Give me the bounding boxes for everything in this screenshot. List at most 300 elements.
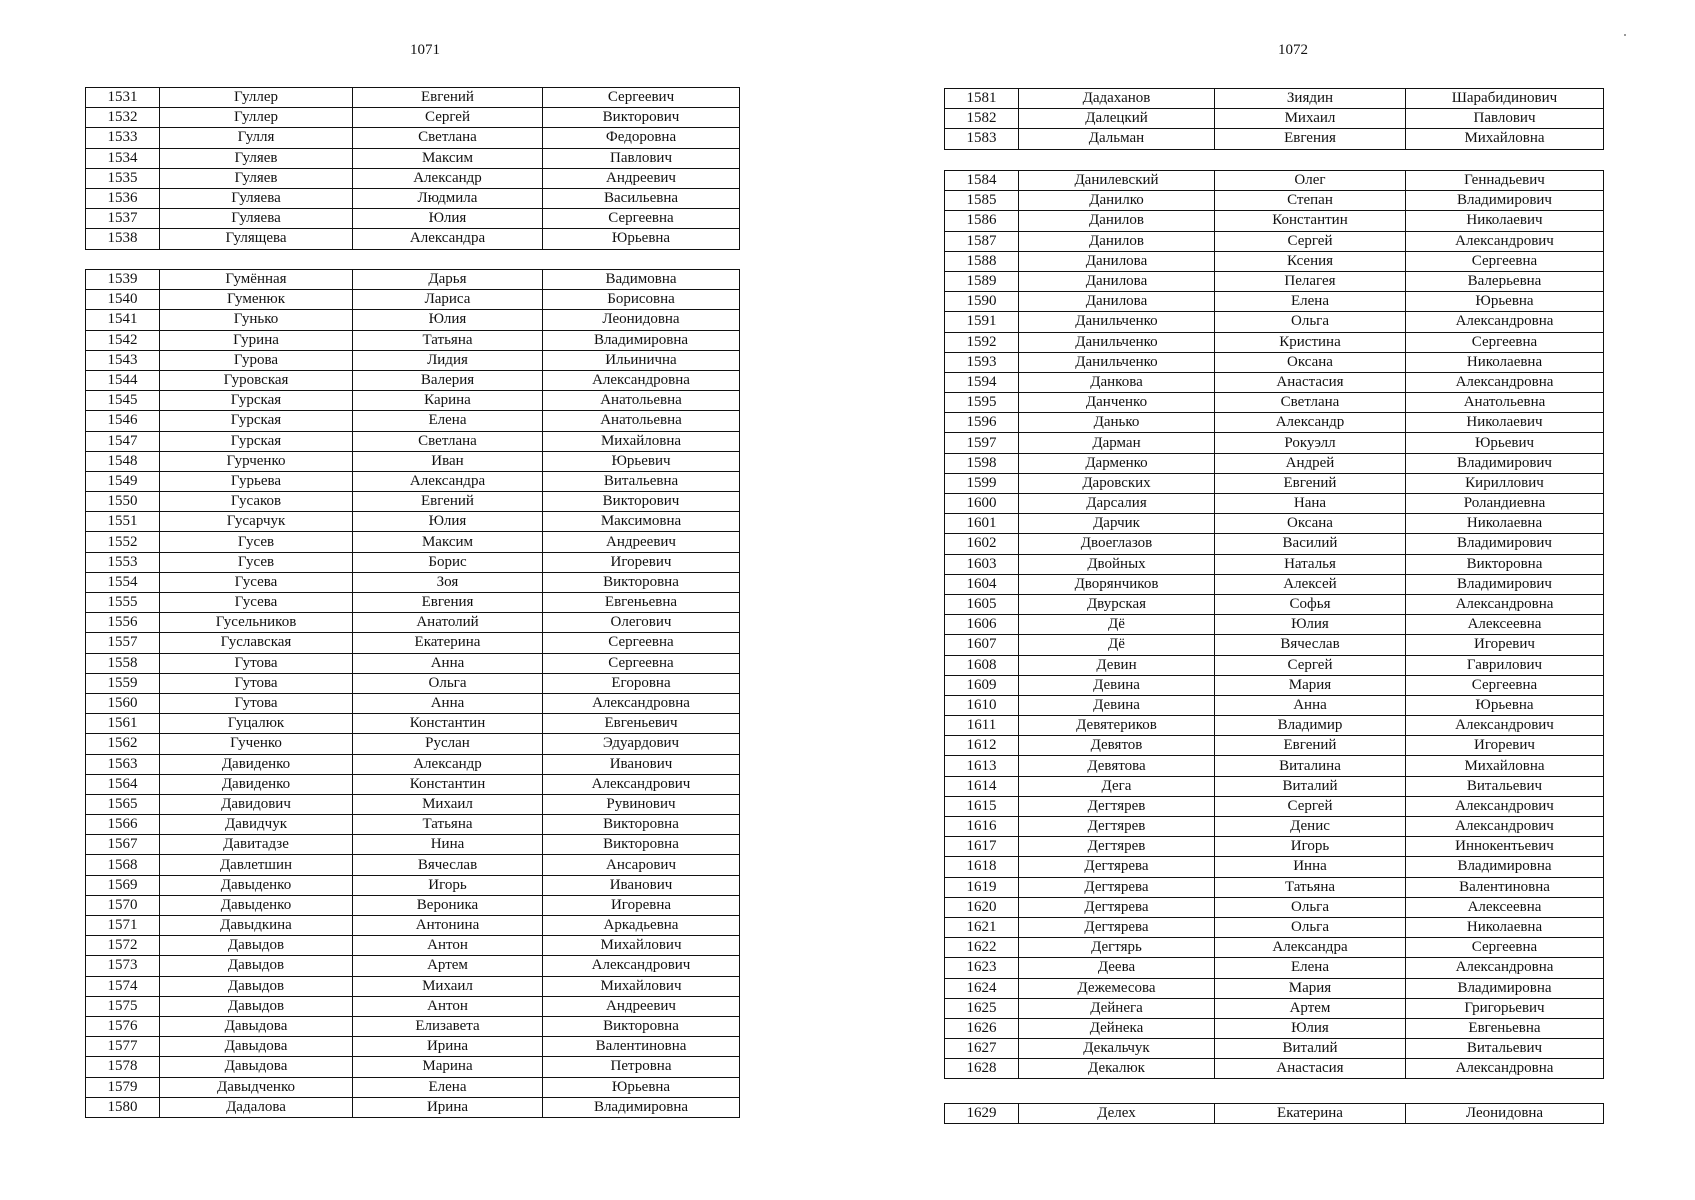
surname-cell: Дадалова <box>160 1097 353 1117</box>
surname-cell: Деева <box>1019 958 1215 978</box>
surname-cell: Данильченко <box>1019 332 1215 352</box>
first-name-cell: Руслан <box>353 734 543 754</box>
patronymic-cell: Аркадьевна <box>543 916 740 936</box>
entry-number-cell: 1556 <box>86 613 160 633</box>
patronymic-cell: Леонидовна <box>543 310 740 330</box>
patronymic-cell: Сергеевна <box>1406 332 1604 352</box>
surname-cell: Дарчик <box>1019 514 1215 534</box>
first-name-cell: Анна <box>353 653 543 673</box>
patronymic-cell: Сергеевна <box>543 653 740 673</box>
entry-number-cell: 1539 <box>86 270 160 290</box>
table-row <box>86 451 740 471</box>
entry-number-cell: 1548 <box>86 451 160 471</box>
table-row <box>945 514 1604 534</box>
entry-number-cell: 1569 <box>86 875 160 895</box>
surname-cell: Дё <box>1019 615 1215 635</box>
table-row <box>86 754 740 774</box>
surname-cell: Гуляева <box>160 209 353 229</box>
entry-number-cell: 1572 <box>86 936 160 956</box>
patronymic-cell: Григорьевич <box>1406 998 1604 1018</box>
entry-number-cell: 1606 <box>945 615 1019 635</box>
surname-cell: Гусева <box>160 593 353 613</box>
entry-number-cell: 1577 <box>86 1037 160 1057</box>
first-name-cell: Антонина <box>353 916 543 936</box>
table-row <box>945 615 1604 635</box>
first-name-cell: Юлия <box>1215 1018 1406 1038</box>
table-row <box>86 653 740 673</box>
surname-cell: Гуляев <box>160 148 353 168</box>
first-name-cell: Александр <box>353 754 543 774</box>
entry-number-cell: 1604 <box>945 574 1019 594</box>
entry-number-cell: 1551 <box>86 512 160 532</box>
table-row <box>86 148 740 168</box>
table-row <box>86 350 740 370</box>
table-row <box>86 572 740 592</box>
patronymic-cell: Игоревич <box>1406 736 1604 756</box>
patronymic-cell: Борисовна <box>543 290 740 310</box>
patronymic-cell: Сергеевна <box>543 633 740 653</box>
table-row <box>945 635 1604 655</box>
entry-number-cell: 1559 <box>86 673 160 693</box>
patronymic-cell: Александрович <box>1406 796 1604 816</box>
first-name-cell: Виталий <box>1215 776 1406 796</box>
surname-cell: Давыдкина <box>160 916 353 936</box>
entry-number-cell: 1619 <box>945 877 1019 897</box>
table-row <box>945 292 1604 312</box>
table-row <box>945 756 1604 776</box>
patronymic-cell: Михайлович <box>543 936 740 956</box>
first-name-cell: Зоя <box>353 572 543 592</box>
patronymic-cell: Сергеевна <box>543 209 740 229</box>
entry-number-cell: 1625 <box>945 998 1019 1018</box>
first-name-cell: Кристина <box>1215 332 1406 352</box>
table-row <box>86 835 740 855</box>
patronymic-cell: Роландиевна <box>1406 494 1604 514</box>
entry-number-cell: 1540 <box>86 290 160 310</box>
first-name-cell: Оксана <box>1215 352 1406 372</box>
table-row <box>945 796 1604 816</box>
patronymic-cell: Васильевна <box>543 188 740 208</box>
first-name-cell: Максим <box>353 532 543 552</box>
surname-cell: Давыдова <box>160 1037 353 1057</box>
first-name-cell: Татьяна <box>1215 877 1406 897</box>
patronymic-cell: Евгеньевна <box>1406 1018 1604 1038</box>
table-row <box>945 857 1604 877</box>
entry-number-cell: 1629 <box>945 1104 1019 1124</box>
entry-number-cell: 1617 <box>945 837 1019 857</box>
table-row <box>945 998 1604 1018</box>
entry-number-cell: 1612 <box>945 736 1019 756</box>
patronymic-cell: Иванович <box>543 875 740 895</box>
surname-cell: Гуллер <box>160 108 353 128</box>
patronymic-cell: Викторовна <box>1406 554 1604 574</box>
patronymic-cell: Владимирович <box>1406 574 1604 594</box>
surname-cell: Далецкий <box>1019 109 1215 129</box>
first-name-cell: Юлия <box>353 209 543 229</box>
table-row <box>86 552 740 572</box>
table-row <box>86 229 740 249</box>
patronymic-cell: Михайловна <box>1406 129 1604 149</box>
entry-number-cell: 1558 <box>86 653 160 673</box>
surname-cell: Дегтярева <box>1019 857 1215 877</box>
first-name-cell: Ольга <box>1215 897 1406 917</box>
patronymic-cell: Александровна <box>1406 312 1604 332</box>
surname-cell: Гурская <box>160 391 353 411</box>
patronymic-cell: Михайловна <box>543 431 740 451</box>
entry-number-cell: 1609 <box>945 675 1019 695</box>
surname-cell: Гуляев <box>160 168 353 188</box>
table-row <box>945 109 1604 129</box>
entry-number-cell: 1588 <box>945 251 1019 271</box>
first-name-cell: Ольга <box>353 673 543 693</box>
entry-number-cell: 1547 <box>86 431 160 451</box>
patronymic-cell: Александрович <box>543 956 740 976</box>
entry-number-cell: 1538 <box>86 229 160 249</box>
table-row <box>945 776 1604 796</box>
surname-cell: Гуллер <box>160 88 353 108</box>
surname-cell: Девятериков <box>1019 716 1215 736</box>
surname-cell: Девятов <box>1019 736 1215 756</box>
table-row <box>86 855 740 875</box>
table-row <box>945 191 1604 211</box>
table-row <box>86 613 740 633</box>
surname-cell: Дарсалия <box>1019 494 1215 514</box>
entry-number-cell: 1533 <box>86 128 160 148</box>
surname-cell: Гусарчук <box>160 512 353 532</box>
table-row <box>86 734 740 754</box>
entry-number-cell: 1618 <box>945 857 1019 877</box>
entry-number-cell: 1591 <box>945 312 1019 332</box>
surname-cell: Давиденко <box>160 754 353 774</box>
table-row <box>945 877 1604 897</box>
first-name-cell: Екатерина <box>353 633 543 653</box>
surname-cell: Гусаков <box>160 492 353 512</box>
first-name-cell: Константин <box>353 774 543 794</box>
table-row <box>945 433 1604 453</box>
first-name-cell: Светлана <box>353 431 543 451</box>
first-name-cell: Елена <box>1215 292 1406 312</box>
table-row <box>86 693 740 713</box>
patronymic-cell: Юрьевич <box>1406 433 1604 453</box>
table-row <box>86 108 740 128</box>
name-table <box>944 1103 1604 1124</box>
entry-number-cell: 1552 <box>86 532 160 552</box>
table-row <box>945 211 1604 231</box>
first-name-cell: Ксения <box>1215 251 1406 271</box>
entry-number-cell: 1603 <box>945 554 1019 574</box>
first-name-cell: Вячеслав <box>1215 635 1406 655</box>
surname-cell: Гуцалюк <box>160 714 353 734</box>
entry-number-cell: 1581 <box>945 89 1019 109</box>
first-name-cell: Михаил <box>353 976 543 996</box>
first-name-cell: Анастасия <box>1215 1059 1406 1079</box>
entry-number-cell: 1534 <box>86 148 160 168</box>
entry-number-cell: 1546 <box>86 411 160 431</box>
surname-cell: Давыдов <box>160 976 353 996</box>
table-row <box>945 938 1604 958</box>
patronymic-cell: Викторович <box>543 492 740 512</box>
first-name-cell: Мария <box>1215 978 1406 998</box>
table-row <box>945 352 1604 372</box>
table-row <box>945 1059 1604 1079</box>
first-name-cell: Михаил <box>1215 109 1406 129</box>
first-name-cell: Игорь <box>353 875 543 895</box>
entry-number-cell: 1620 <box>945 897 1019 917</box>
table-row <box>945 1104 1604 1124</box>
patronymic-cell: Рувинович <box>543 794 740 814</box>
table-row <box>945 89 1604 109</box>
first-name-cell: Вячеслав <box>353 855 543 875</box>
patronymic-cell: Николаевич <box>1406 413 1604 433</box>
table-row <box>86 673 740 693</box>
name-table <box>944 88 1604 150</box>
entry-number-cell: 1589 <box>945 271 1019 291</box>
table-row <box>86 512 740 532</box>
first-name-cell: Артем <box>353 956 543 976</box>
surname-cell: Давитадзе <box>160 835 353 855</box>
entry-number-cell: 1532 <box>86 108 160 128</box>
table-row <box>86 1037 740 1057</box>
first-name-cell: Зиядин <box>1215 89 1406 109</box>
table-row <box>86 593 740 613</box>
entry-number-cell: 1535 <box>86 168 160 188</box>
first-name-cell: Мария <box>1215 675 1406 695</box>
patronymic-cell: Алексеевна <box>1406 615 1604 635</box>
entry-number-cell: 1590 <box>945 292 1019 312</box>
entry-number-cell: 1597 <box>945 433 1019 453</box>
patronymic-cell: Федоровна <box>543 128 740 148</box>
table-row <box>945 312 1604 332</box>
patronymic-cell: Юрьевна <box>543 1077 740 1097</box>
patronymic-cell: Евгеньевич <box>543 714 740 734</box>
entry-number-cell: 1560 <box>86 693 160 713</box>
first-name-cell: Карина <box>353 391 543 411</box>
page-number: 1071 <box>410 42 440 58</box>
table-row <box>86 270 740 290</box>
first-name-cell: Александра <box>353 229 543 249</box>
surname-cell: Данилко <box>1019 191 1215 211</box>
table-row <box>86 290 740 310</box>
patronymic-cell: Викторовна <box>543 835 740 855</box>
first-name-cell: Сергей <box>1215 655 1406 675</box>
entry-number-cell: 1571 <box>86 916 160 936</box>
patronymic-cell: Владимирович <box>1406 534 1604 554</box>
table-row <box>86 815 740 835</box>
first-name-cell: Ольга <box>1215 917 1406 937</box>
entry-number-cell: 1627 <box>945 1039 1019 1059</box>
name-table <box>85 269 740 1118</box>
entry-number-cell: 1563 <box>86 754 160 774</box>
first-name-cell: Светлана <box>1215 393 1406 413</box>
surname-cell: Гунько <box>160 310 353 330</box>
patronymic-cell: Александрович <box>543 774 740 794</box>
surname-cell: Давлетшин <box>160 855 353 875</box>
first-name-cell: Наталья <box>1215 554 1406 574</box>
table-row <box>86 330 740 350</box>
patronymic-cell: Леонидовна <box>1406 1104 1604 1124</box>
table-row <box>86 633 740 653</box>
entry-number-cell: 1613 <box>945 756 1019 776</box>
table-row <box>86 88 740 108</box>
table-row <box>945 393 1604 413</box>
first-name-cell: Евгения <box>1215 129 1406 149</box>
first-name-cell: Константин <box>1215 211 1406 231</box>
surname-cell: Давыдов <box>160 996 353 1016</box>
table-row <box>945 594 1604 614</box>
first-name-cell: Алексей <box>1215 574 1406 594</box>
patronymic-cell: Петровна <box>543 1057 740 1077</box>
surname-cell: Дё <box>1019 635 1215 655</box>
table-row <box>945 897 1604 917</box>
surname-cell: Дежемесова <box>1019 978 1215 998</box>
table-row <box>86 996 740 1016</box>
entry-number-cell: 1544 <box>86 370 160 390</box>
patronymic-cell: Николаевич <box>1406 211 1604 231</box>
first-name-cell: Ирина <box>353 1037 543 1057</box>
first-name-cell: Юлия <box>1215 615 1406 635</box>
patronymic-cell: Валентиновна <box>1406 877 1604 897</box>
surname-cell: Гученко <box>160 734 353 754</box>
table-row <box>86 471 740 491</box>
patronymic-cell: Шарабидинович <box>1406 89 1604 109</box>
first-name-cell: Виталина <box>1215 756 1406 776</box>
surname-cell: Дегтярев <box>1019 817 1215 837</box>
entry-number-cell: 1595 <box>945 393 1019 413</box>
table-row <box>945 958 1604 978</box>
patronymic-cell: Гаврилович <box>1406 655 1604 675</box>
first-name-cell: Максим <box>353 148 543 168</box>
surname-cell: Дарман <box>1019 433 1215 453</box>
entry-number-cell: 1553 <box>86 552 160 572</box>
surname-cell: Гуменюк <box>160 290 353 310</box>
surname-cell: Гурина <box>160 330 353 350</box>
patronymic-cell: Юрьевич <box>543 451 740 471</box>
patronymic-cell: Викторовна <box>543 1016 740 1036</box>
surname-cell: Давыдов <box>160 956 353 976</box>
table-row <box>945 554 1604 574</box>
surname-cell: Гусев <box>160 552 353 572</box>
surname-cell: Декалюк <box>1019 1059 1215 1079</box>
table-row <box>945 675 1604 695</box>
table-row <box>945 271 1604 291</box>
surname-cell: Двоеглазов <box>1019 534 1215 554</box>
patronymic-cell: Николаевна <box>1406 917 1604 937</box>
surname-cell: Давыденко <box>160 875 353 895</box>
first-name-cell: Степан <box>1215 191 1406 211</box>
table-row <box>86 936 740 956</box>
surname-cell: Данкова <box>1019 372 1215 392</box>
first-name-cell: Софья <box>1215 594 1406 614</box>
patronymic-cell: Витальевич <box>1406 1039 1604 1059</box>
table-row <box>86 1016 740 1036</box>
first-name-cell: Елизавета <box>353 1016 543 1036</box>
patronymic-cell: Владимировна <box>543 1097 740 1117</box>
table-row <box>86 875 740 895</box>
first-name-cell: Инна <box>1215 857 1406 877</box>
patronymic-cell: Александровна <box>1406 594 1604 614</box>
first-name-cell: Евгений <box>1215 736 1406 756</box>
entry-number-cell: 1611 <box>945 716 1019 736</box>
first-name-cell: Рокуэлл <box>1215 433 1406 453</box>
patronymic-cell: Николаевна <box>1406 514 1604 534</box>
surname-cell: Дарменко <box>1019 453 1215 473</box>
entry-number-cell: 1601 <box>945 514 1019 534</box>
surname-cell: Давыдова <box>160 1057 353 1077</box>
patronymic-cell: Иванович <box>543 754 740 774</box>
table-row <box>86 1077 740 1097</box>
entry-number-cell: 1610 <box>945 695 1019 715</box>
first-name-cell: Светлана <box>353 128 543 148</box>
surname-cell: Гурова <box>160 350 353 370</box>
entry-number-cell: 1542 <box>86 330 160 350</box>
surname-cell: Девина <box>1019 675 1215 695</box>
first-name-cell: Михаил <box>353 794 543 814</box>
patronymic-cell: Андреевич <box>543 532 740 552</box>
entry-number-cell: 1561 <box>86 714 160 734</box>
table-row <box>86 794 740 814</box>
entry-number-cell: 1541 <box>86 310 160 330</box>
entry-number-cell: 1564 <box>86 774 160 794</box>
table-row <box>945 837 1604 857</box>
surname-cell: Давидович <box>160 794 353 814</box>
patronymic-cell: Витальевна <box>543 471 740 491</box>
patronymic-cell: Валерьевна <box>1406 271 1604 291</box>
entry-number-cell: 1596 <box>945 413 1019 433</box>
entry-number-cell: 1578 <box>86 1057 160 1077</box>
surname-cell: Дегтярь <box>1019 938 1215 958</box>
first-name-cell: Александр <box>353 168 543 188</box>
patronymic-cell: Игоревич <box>1406 635 1604 655</box>
surname-cell: Гулля <box>160 128 353 148</box>
patronymic-cell: Александровна <box>1406 372 1604 392</box>
surname-cell: Гурская <box>160 411 353 431</box>
table-row <box>945 372 1604 392</box>
first-name-cell: Оксана <box>1215 514 1406 534</box>
first-name-cell: Ирина <box>353 1097 543 1117</box>
surname-cell: Дегтярев <box>1019 796 1215 816</box>
table-row <box>945 251 1604 271</box>
entry-number-cell: 1592 <box>945 332 1019 352</box>
patronymic-cell: Михайловна <box>1406 756 1604 776</box>
surname-cell: Делех <box>1019 1104 1215 1124</box>
entry-number-cell: 1623 <box>945 958 1019 978</box>
surname-cell: Данько <box>1019 413 1215 433</box>
table-row <box>945 978 1604 998</box>
first-name-cell: Елена <box>1215 958 1406 978</box>
table-row <box>86 774 740 794</box>
entry-number-cell: 1573 <box>86 956 160 976</box>
surname-cell: Дальман <box>1019 129 1215 149</box>
first-name-cell: Константин <box>353 714 543 734</box>
entry-number-cell: 1574 <box>86 976 160 996</box>
surname-cell: Давидчук <box>160 815 353 835</box>
surname-cell: Гусев <box>160 532 353 552</box>
entry-number-cell: 1543 <box>86 350 160 370</box>
table-row <box>945 171 1604 191</box>
table-row <box>86 492 740 512</box>
entry-number-cell: 1565 <box>86 794 160 814</box>
surname-cell: Давыденко <box>160 895 353 915</box>
entry-number-cell: 1576 <box>86 1016 160 1036</box>
first-name-cell: Дарья <box>353 270 543 290</box>
patronymic-cell: Юрьевна <box>1406 695 1604 715</box>
patronymic-cell: Сергеевич <box>543 88 740 108</box>
surname-cell: Данченко <box>1019 393 1215 413</box>
table-row <box>945 473 1604 493</box>
first-name-cell: Евгений <box>353 88 543 108</box>
table-row <box>86 895 740 915</box>
first-name-cell: Валерия <box>353 370 543 390</box>
